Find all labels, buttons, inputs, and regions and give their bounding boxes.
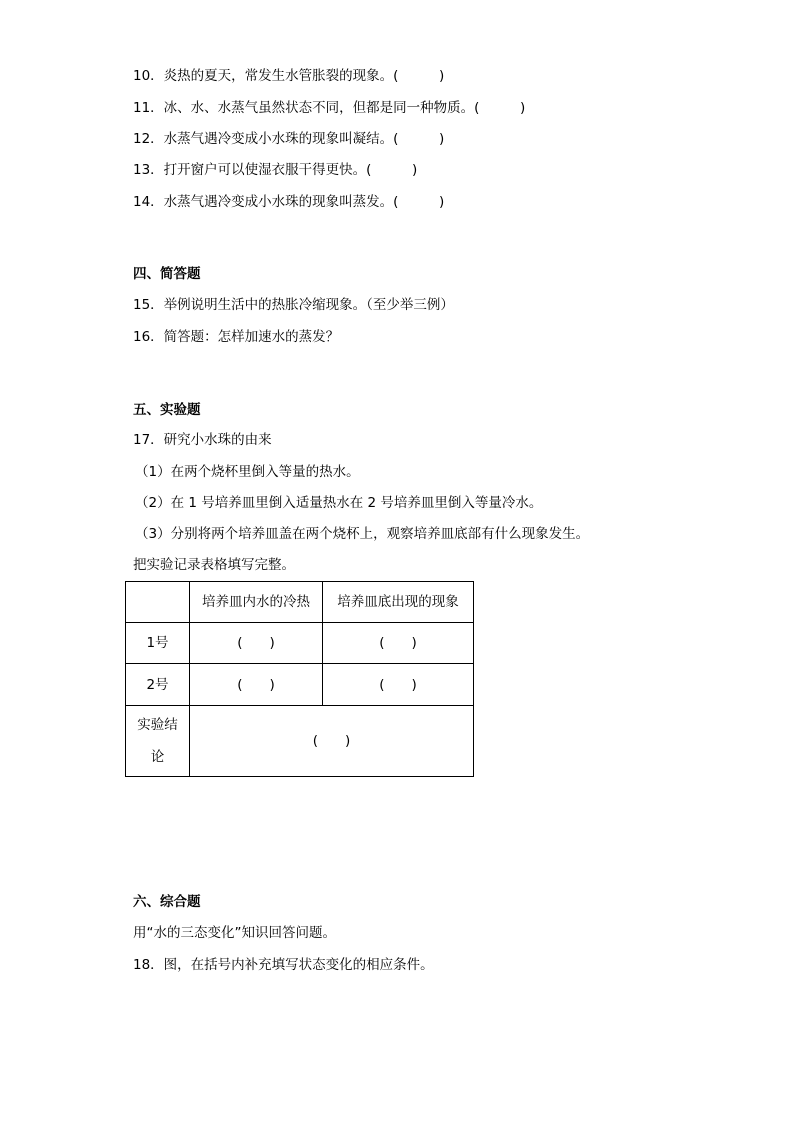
answer-blank: ( ) [323, 623, 474, 664]
section-heading-experiment: 五、实验题 [133, 402, 201, 418]
answer-blank: ( ) [190, 664, 323, 706]
experiment-step-2: （2）在 1 号培养皿里倒入适量热水在 2 号培养皿里倒入等量冷水。 [135, 495, 543, 511]
question-11: 11．冰、水、水蒸气虽然状态不同，但都是同一种物质。( ) [133, 100, 526, 116]
table-row [126, 623, 474, 664]
question-12: 12．水蒸气遇冷变成小水珠的现象叫凝结。( ) [133, 131, 445, 147]
question-16: 16．简答题：怎样加速水的蒸发？ [133, 329, 340, 345]
row-label-2: 2号 [126, 664, 190, 706]
experiment-step-3: （3）分别将两个培养皿盖在两个烧杯上，观察培养皿底部有什么现象发生。 [135, 526, 590, 542]
question-18: 18．图，在括号内补充填写状态变化的相应条件。 [133, 957, 434, 973]
experiment-record-table [125, 581, 474, 777]
table-row [126, 706, 474, 777]
question-10: 10．炎热的夏天，常发生水管胀裂的现象。( ) [133, 68, 445, 84]
row-label-1: 1号 [126, 623, 190, 664]
row-label-conclusion: 实验结论 [126, 706, 190, 777]
table-header-row [126, 582, 474, 623]
answer-blank: ( ) [190, 706, 474, 777]
table-row [126, 664, 474, 706]
question-14: 14．水蒸气遇冷变成小水珠的现象叫蒸发。( ) [133, 194, 445, 210]
section-heading-comprehensive: 六、综合题 [133, 894, 201, 910]
section-heading-short-answer: 四、简答题 [133, 266, 201, 282]
comprehensive-intro: 用“水的三态变化”知识回答问题。 [133, 925, 336, 941]
answer-blank: ( ) [323, 664, 474, 706]
answer-blank: ( ) [190, 623, 323, 664]
table-instruction: 把实验记录表格填写完整。 [133, 557, 295, 573]
table-header-water-temp: 培养皿内水的冷热 [190, 582, 323, 623]
table-header-phenomenon: 培养皿底出现的现象 [323, 582, 474, 623]
question-15: 15．举例说明生活中的热胀冷缩现象。（至少举三例） [133, 297, 454, 313]
table-corner-cell [126, 582, 190, 623]
experiment-step-1: （1）在两个烧杯里倒入等量的热水。 [135, 464, 360, 480]
question-13: 13．打开窗户可以使湿衣服干得更快。( ) [133, 162, 418, 178]
question-17: 17．研究小水珠的由来 [133, 432, 272, 448]
